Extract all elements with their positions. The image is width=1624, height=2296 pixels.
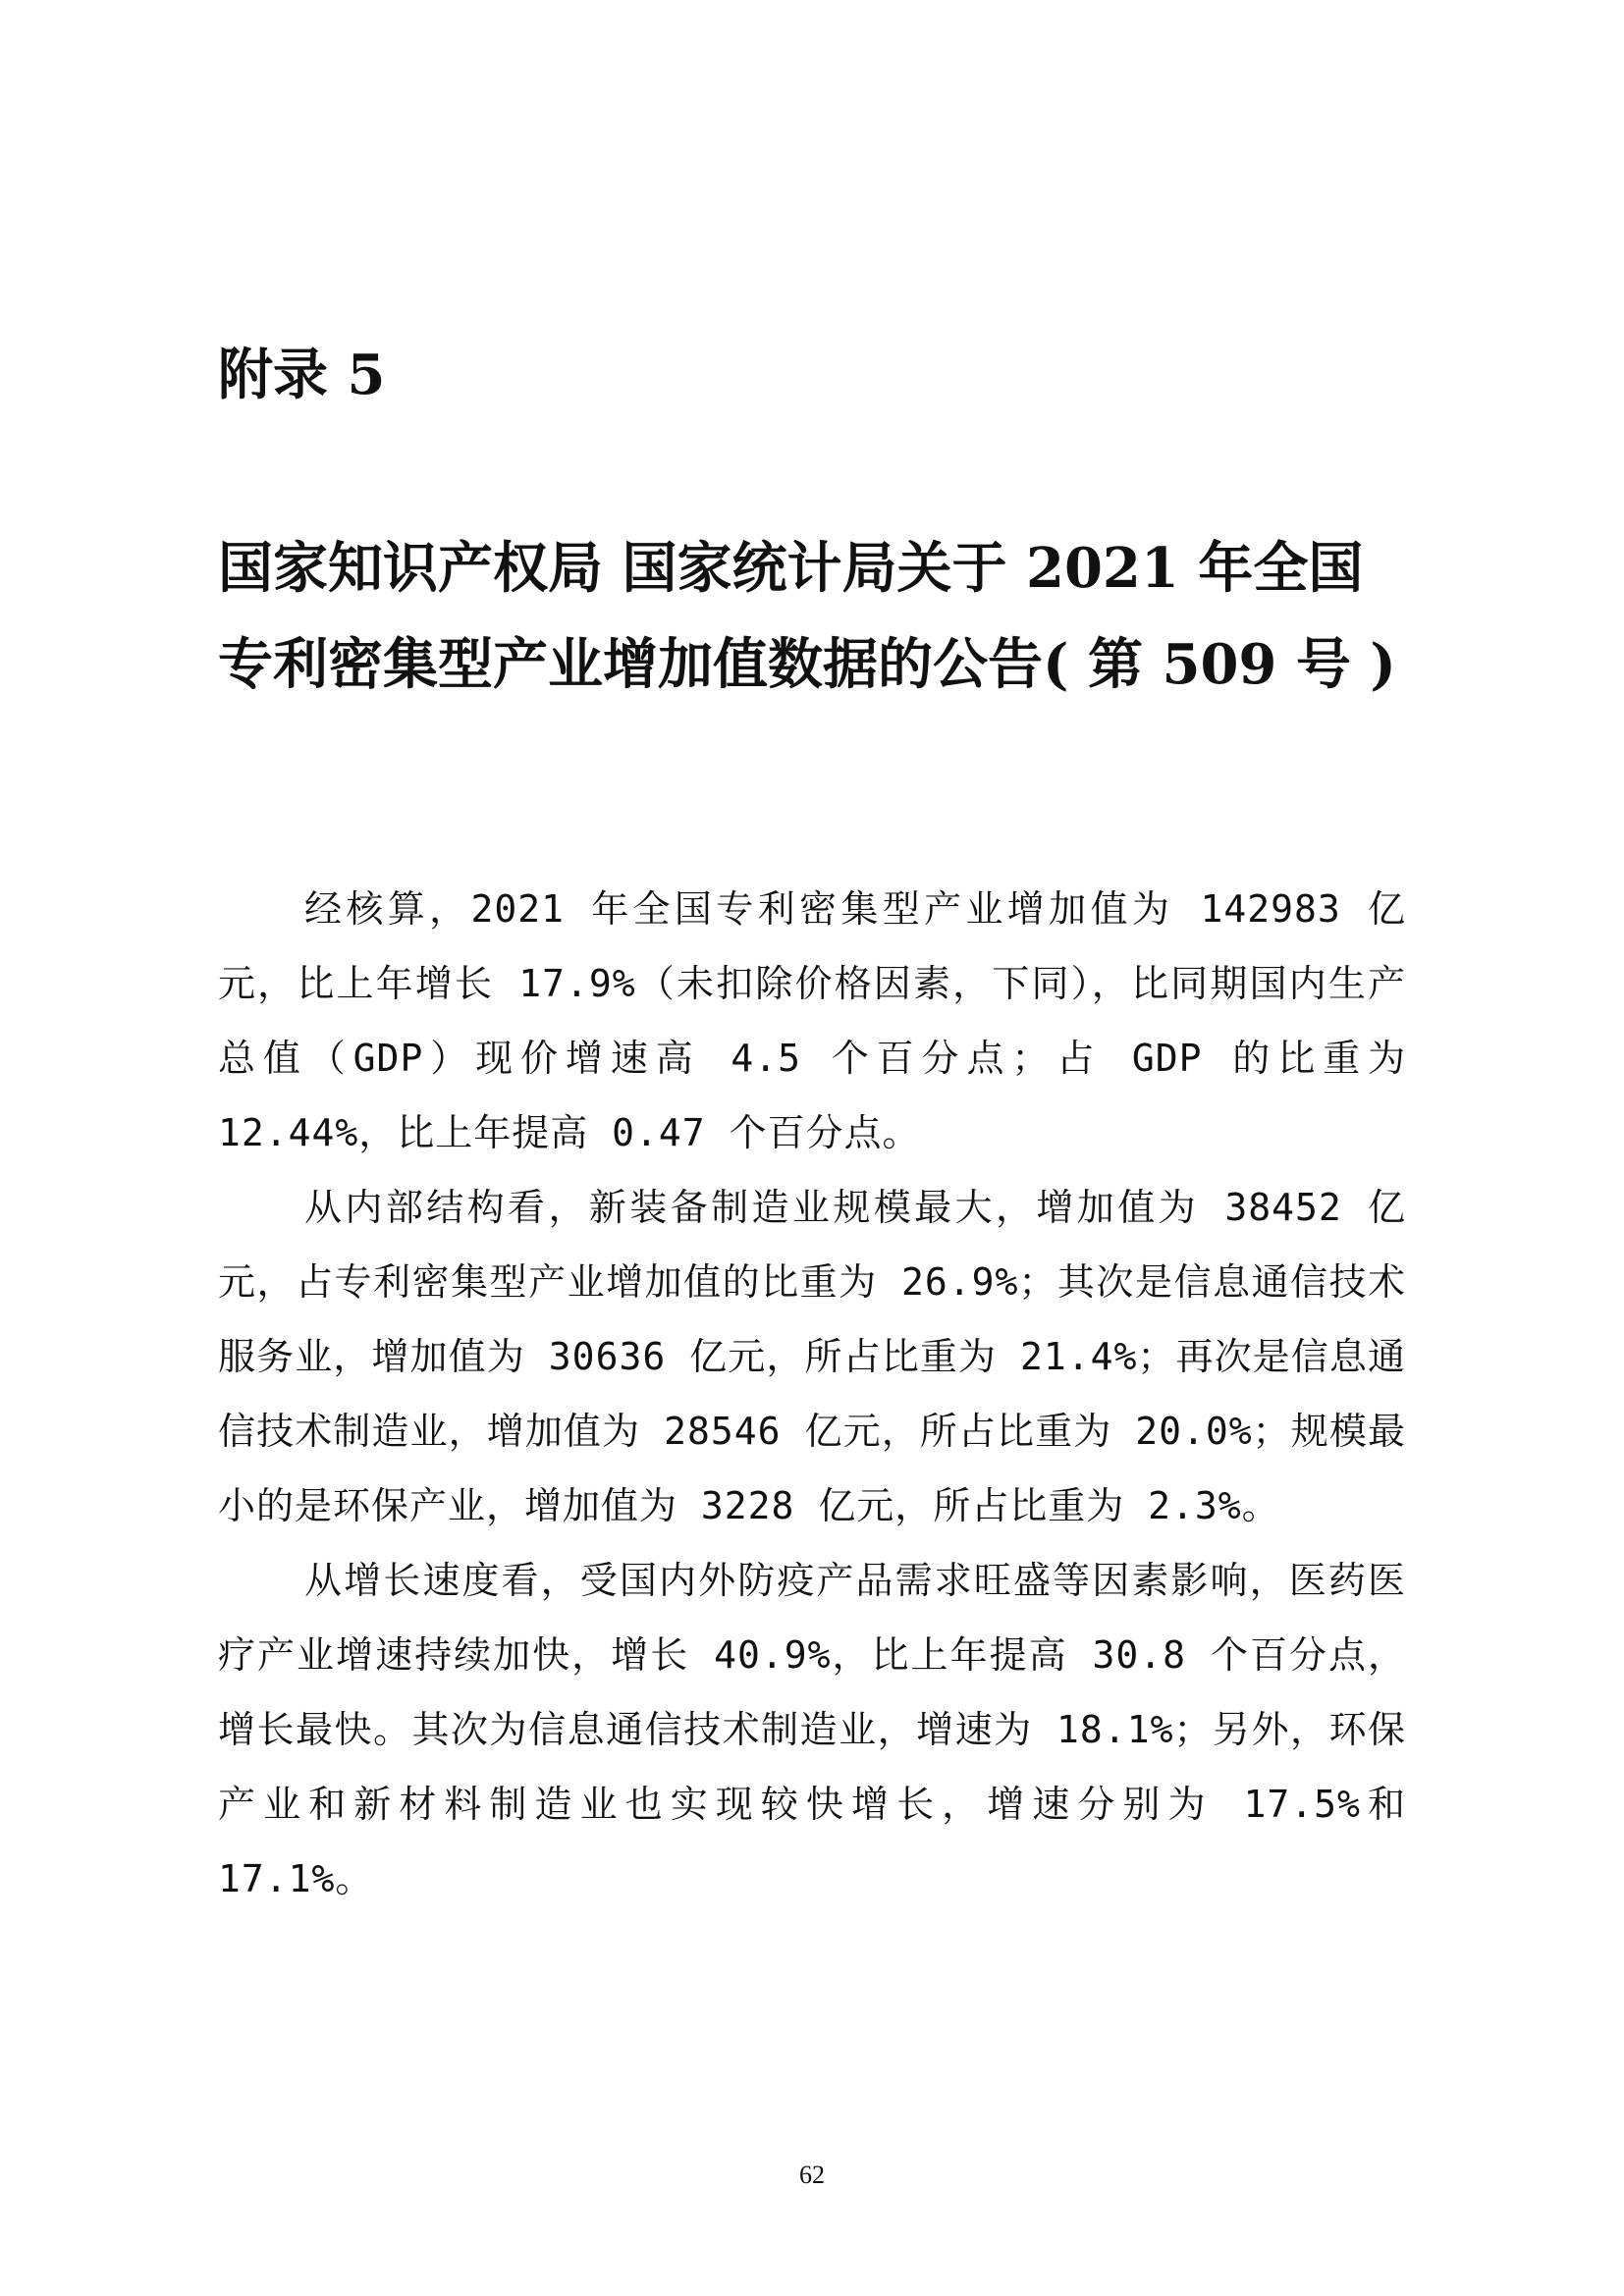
page-number: 62	[799, 2161, 825, 2189]
appendix-label: 附录 5	[218, 343, 386, 407]
paragraph-3: 从增长速度看，受国内外防疫产品需求旺盛等因素影响，医药医疗产业增速持续加快，增长 40.9%，比上年提高 30.8 个百分点，增长最快。其次为信息通信技术制造业，增速为 18.1%；另外，环保产业和新材料制造业也实现较快增长，增速分别为 17.5%和 17.1%。	[218, 1559, 1406, 1900]
paragraph-2: 从内部结构看，新装备制造业规模最大，增加值为 38452 亿元，占专利密集型产业增加值的比重为 26.9%；其次是信息通信技术服务业，增加值为 30636 亿元，所占比重为 21.4%；再次是信息通信技术制造业，增加值为 28546 亿元，所占比重为 20.0%；规模最小的是环保产业，增加值为 3228 亿元，所占比重为 2.3%。	[218, 1186, 1406, 1527]
body-text	[218, 872, 1406, 1916]
document-title	[218, 520, 1426, 713]
title-line-1: 国家知识产权局 国家统计局关于 2021 年全国	[218, 536, 1364, 601]
title-line-2: 专利密集型产业增加值数据的公告( 第 509 号 )	[218, 632, 1396, 697]
paragraph-1: 经核算，2021 年全国专利密集型产业增加值为 142983 亿元，比上年增长 17.9%（未扣除价格因素，下同），比同期国内生产总值（GDP）现价增速高 4.5 个百分点；占 GDP 的比重为 12.44%，比上年提高 0.47 个百分点。	[218, 887, 1406, 1154]
